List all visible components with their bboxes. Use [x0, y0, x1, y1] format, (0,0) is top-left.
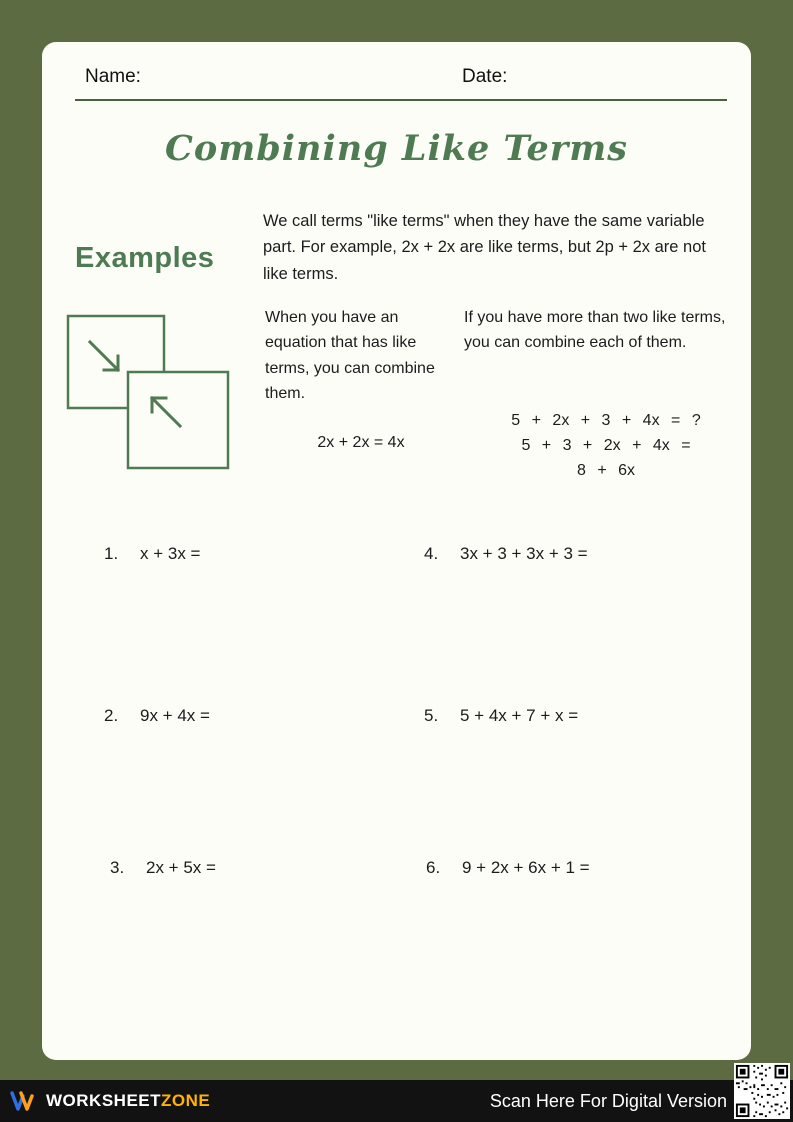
problem-number: 6. — [426, 858, 441, 877]
problem-number: 4. — [424, 544, 439, 563]
example-right-text: If you have more than two like terms, you can combine each of them. — [464, 309, 726, 352]
name-label: Name: — [85, 66, 141, 87]
worksheetzone-brand — [10, 1080, 210, 1122]
square-outline-bottom — [128, 372, 228, 468]
problem-2 — [104, 706, 210, 726]
problem-expression: 9 + 2x + 6x + 1 = — [462, 858, 590, 877]
problem-number: 2. — [104, 706, 119, 725]
problem-expression: 3x + 3 + 3x + 3 = — [460, 544, 588, 563]
example-left-equation: 2x + 2x = 4x — [317, 434, 405, 451]
problem-6 — [426, 858, 590, 878]
problem-3 — [110, 858, 216, 878]
date-label: Date: — [462, 66, 508, 87]
equation-line-2: 5 + 3 + 2x + 4x = — [521, 437, 691, 454]
qr-code — [734, 1063, 790, 1119]
brand-zone-text: ZONE — [161, 1091, 211, 1110]
intro-text: We call terms "like terms" when they have the same variable part. For example, 2x + 2x are like terms, but 2p + 2x are not like terms. — [263, 212, 706, 283]
problem-number: 3. — [110, 858, 125, 877]
example-right-equations — [470, 408, 742, 483]
problem-number: 1. — [104, 544, 119, 563]
problem-expression: x + 3x = — [140, 544, 201, 563]
paper-sheet — [42, 42, 751, 1060]
worksheet-title: Combining Like Terms — [165, 128, 628, 169]
problem-expression: 9x + 4x = — [140, 706, 210, 725]
equation-line-3: 8 + 6x — [576, 462, 636, 479]
equation-line-1: 5 + 2x + 3 + 4x = ? — [511, 412, 701, 429]
examples-heading: Examples — [75, 242, 215, 274]
problem-expression: 5 + 4x + 7 + x = — [460, 706, 579, 725]
arrow-down-right-icon — [90, 342, 118, 370]
problem-expression: 2x + 5x = — [146, 858, 216, 877]
problem-number: 5. — [424, 706, 439, 725]
worksheetzone-logo-icon — [10, 1090, 40, 1112]
header-underline — [75, 99, 727, 101]
problem-1 — [104, 544, 200, 564]
combine-squares-icon — [66, 314, 232, 474]
brand-worksheet-text: WORKSHEET — [46, 1091, 161, 1110]
problem-4 — [424, 544, 588, 564]
scan-here-text: Scan Here For Digital Version — [489, 1090, 727, 1111]
footer-bar — [0, 1080, 793, 1122]
problem-5 — [424, 706, 578, 726]
example-left-text: When you have an equation that has like terms, you can combine them. — [265, 309, 435, 402]
